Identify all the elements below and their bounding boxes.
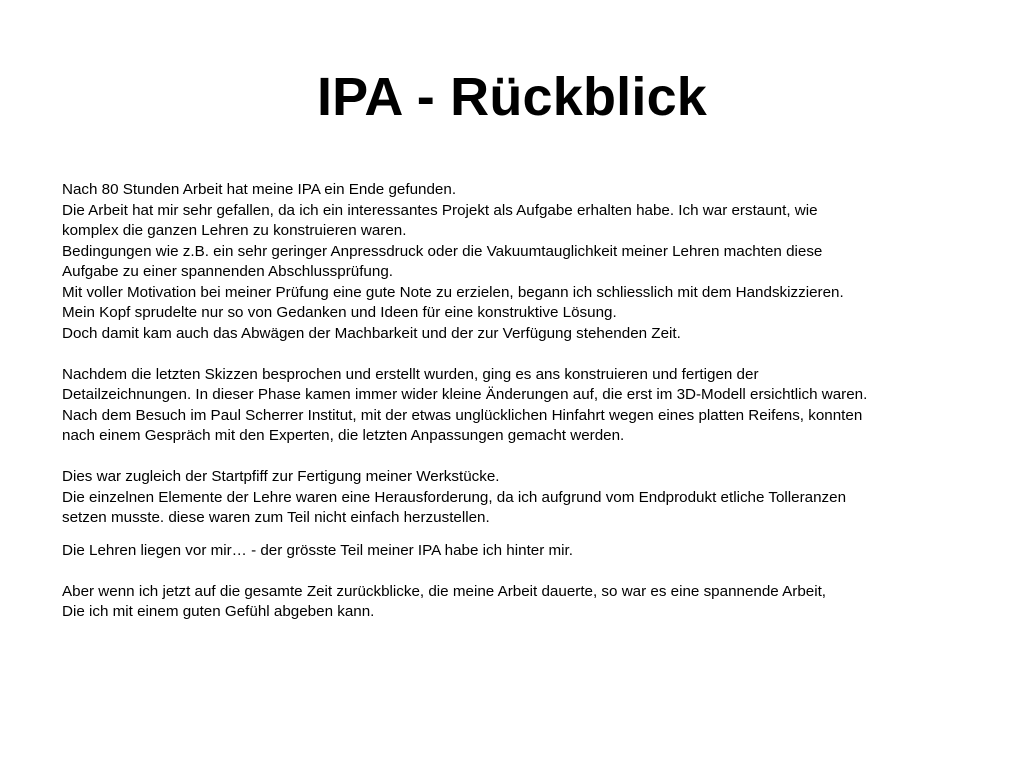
text-line: Mit voller Motivation bei meiner Prüfung eine gute Note zu erzielen, begann ich schliesslich mit dem Handskizzieren. xyxy=(62,283,844,301)
text-line: Die einzelnen Elemente der Lehre waren eine Herausforderung, da ich aufgrund vom Endprodukt etliche Tolleranzen xyxy=(62,488,847,506)
text-line: Bedingungen wie z.B. ein sehr geringer Anpressdruck oder die Vakuumtauglichkeit meiner Lehren machten diese xyxy=(62,242,823,260)
text-line: Aufgabe zu einer spannenden Abschlussprüfung. xyxy=(62,263,393,280)
text-line: Nachdem die letzten Skizzen besprochen und erstellt wurden, ging es ans konstruieren und fertigen der xyxy=(62,365,759,383)
paragraph-result xyxy=(62,541,942,562)
text-line: Aber wenn ich jetzt auf die gesamte Zeit zurückblicke, die meine Arbeit dauerte, so war es eine spannende Arbeit, xyxy=(62,582,827,600)
text-line: Mein Kopf sprudelte nur so von Gedanken und Ideen für eine konstruktive Lösung. xyxy=(62,304,617,321)
slide-title: IPA - Rückblick xyxy=(316,67,708,127)
paragraph-intro xyxy=(62,180,942,344)
text-line: Die ich mit einem guten Gefühl abgeben kann. xyxy=(62,603,375,620)
text-line: Die Arbeit hat mir sehr gefallen, da ich ein interessantes Projekt als Aufgabe erhalten habe. Ich war erstaunt, wie xyxy=(62,201,818,219)
paragraph-spacer xyxy=(62,447,942,468)
slide-body xyxy=(62,180,942,623)
text-line: Dies war zugleich der Startpfiff zur Fertigung meiner Werkstücke. xyxy=(62,468,500,485)
text-line: Nach dem Besuch im Paul Scherrer Institut, mit der etwas unglücklichen Hinfahrt wegen eines platten Reifens, konnten xyxy=(62,406,863,424)
text-line: Nach 80 Stunden Arbeit hat meine IPA ein Ende gefunden. xyxy=(62,181,457,198)
paragraph-production xyxy=(62,467,942,529)
paragraph-design xyxy=(62,365,942,447)
text-line: komplex die ganzen Lehren zu konstruieren waren. xyxy=(62,222,407,239)
paragraph-conclusion xyxy=(62,582,942,623)
paragraph-spacer xyxy=(62,561,942,582)
paragraph-spacer xyxy=(62,529,942,541)
text-line: setzen musste. diese waren zum Teil nicht einfach herzustellen. xyxy=(62,509,490,526)
text-line: Detailzeichnungen. In dieser Phase kamen immer wider kleine Änderungen auf, die erst im 3D-Modell ersichtlich waren. xyxy=(62,386,868,403)
paragraph-spacer xyxy=(62,344,942,365)
text-line: nach einem Gespräch mit den Experten, die letzten Anpassungen gemacht werden. xyxy=(62,427,625,444)
text-line: Doch damit kam auch das Abwägen der Machbarkeit und der zur Verfügung stehenden Zeit. xyxy=(62,324,681,342)
text-line: Die Lehren liegen vor mir… - der grösste Teil meiner IPA habe ich hinter mir. xyxy=(62,541,573,559)
